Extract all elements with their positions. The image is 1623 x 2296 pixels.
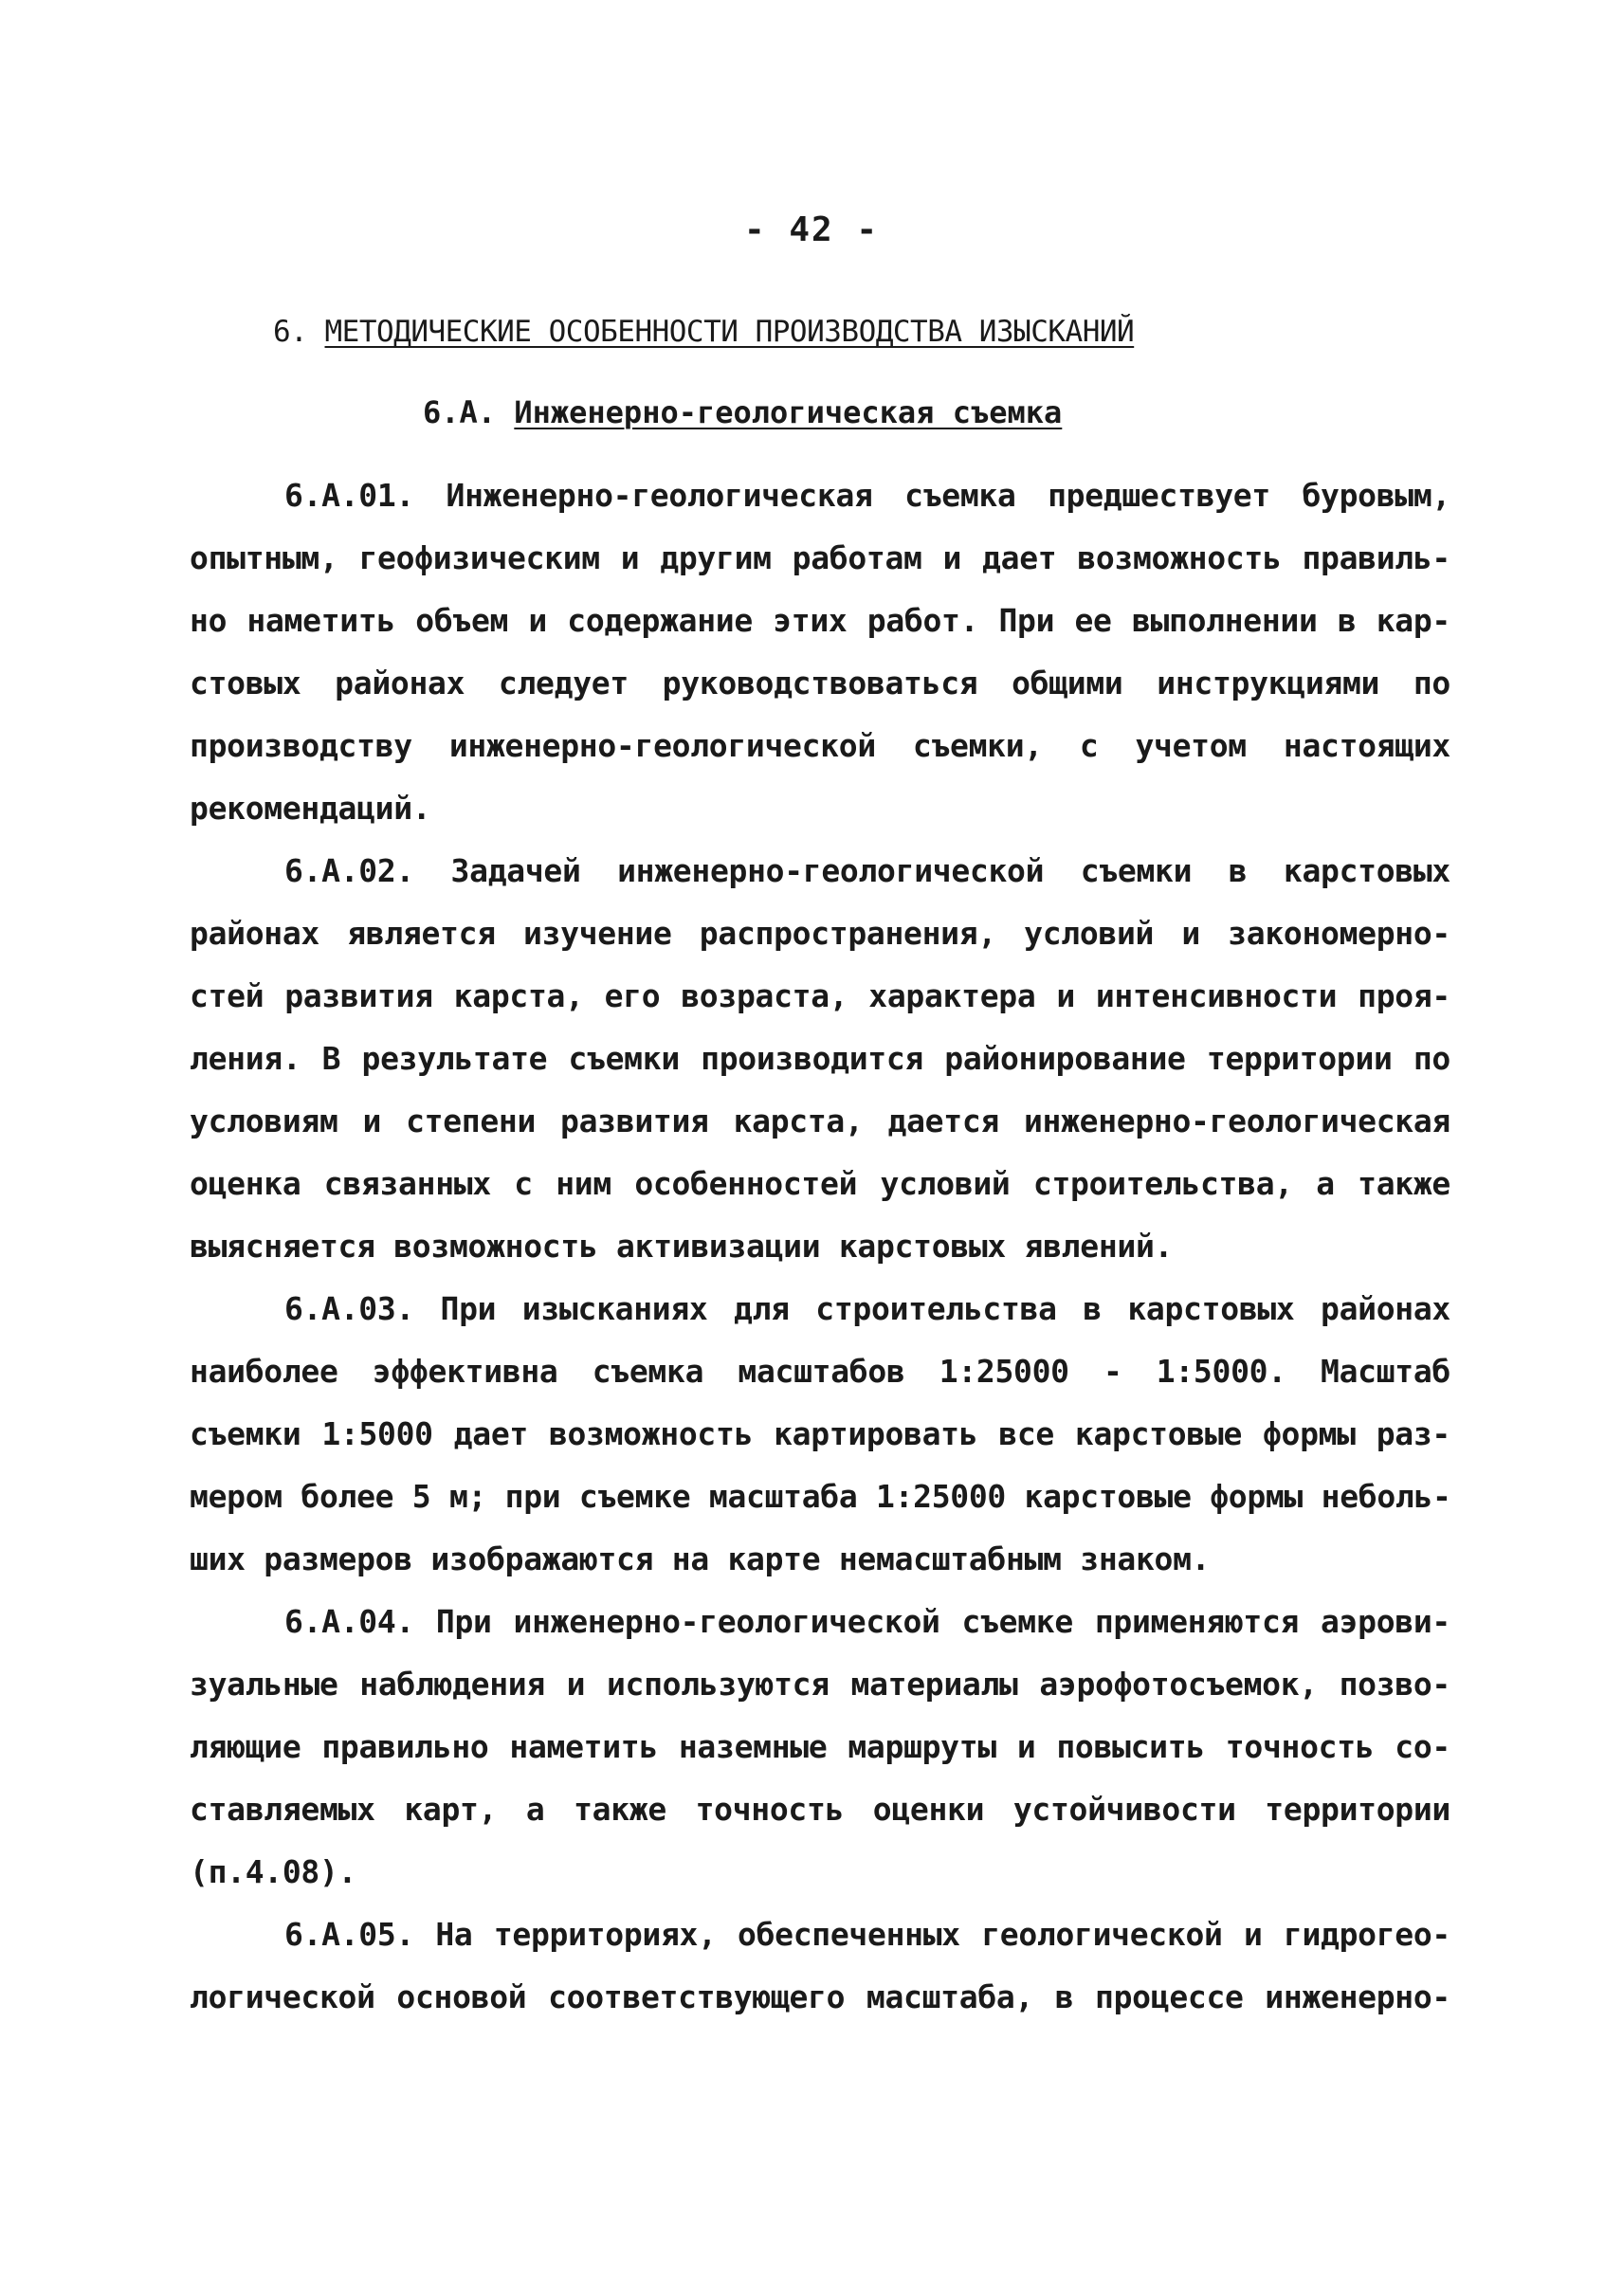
paragraph-6a03-line: 6.А.03. При изысканиях для строительства в карстовых районах xyxy=(284,1290,1450,1327)
paragraph-6a02-line: районах является изучение распространения, условий и закономерно- xyxy=(190,915,1450,952)
paragraph-6a02-line: оценка связанных с ним особенностей условий строительства, а также xyxy=(190,1165,1450,1202)
section-heading xyxy=(273,315,1240,349)
paragraph-6a01-line: рекомендаций. xyxy=(190,790,431,827)
paragraph-6a05-line: 6.А.05. На территориях, обеспеченных геологической и гидрогео- xyxy=(284,1916,1450,1953)
paragraph-6a03-line: мером более 5 м; при съемке масштаба 1:25000 карстовые формы неболь- xyxy=(190,1478,1451,1515)
page-number: - 42 - xyxy=(743,210,880,249)
body-text xyxy=(190,465,1450,2029)
paragraph-6a03-line: ших размеров изображаются на карте немасштабным знаком. xyxy=(190,1540,1211,1577)
paragraph-6a05-line: логической основой соответствующего масштаба, в процессе инженерно- xyxy=(190,1978,1450,2015)
subsection-number: 6.А. xyxy=(423,394,497,430)
paragraph-6a02-line: выясняется возможность активизации карстовых явлений. xyxy=(190,1228,1174,1265)
paragraph-6a02-line: стей развития карста, его возраста, характера и интенсивности проя- xyxy=(190,977,1450,1014)
paragraph-6a03-line: наиболее эффективна съемка масштабов 1:25000 - 1:5000. Масштаб xyxy=(190,1353,1450,1390)
paragraph-6a02-line: 6.А.02. Задачей инженерно-геологической съемки в карстовых xyxy=(284,852,1450,889)
subsection-heading xyxy=(423,394,1181,430)
section-title: МЕТОДИЧЕСКИЕ ОСОБЕННОСТИ ПРОИЗВОДСТВА ИЗЫСКАНИЙ xyxy=(324,315,1135,349)
paragraph-6a04-line: зуальные наблюдения и используются материалы аэрофотосъемок, позво- xyxy=(190,1666,1450,1703)
paragraph-6a04-line: (п.4.08). xyxy=(190,1853,357,1890)
paragraph-6a01-line: но наметить объем и содержание этих работ. При ее выполнении в кар- xyxy=(190,602,1450,639)
paragraph-6a04-line: 6.А.04. При инженерно-геологической съемке применяются аэрови- xyxy=(284,1603,1450,1640)
subsection-title: Инженерно-геологическая съемка xyxy=(514,394,1063,430)
paragraph-6a01-line: стовых районах следует руководствоваться общими инструкциями по xyxy=(190,665,1450,702)
section-number: 6. xyxy=(273,315,308,349)
paragraph-6a01-line: производству инженерно-геологической съемки, с учетом настоящих xyxy=(190,727,1450,764)
paragraph-6a04-line: ляющие правильно наметить наземные маршруты и повысить точность со- xyxy=(190,1728,1450,1765)
paragraph-6a01-line: опытным, геофизическим и другим работам и дает возможность правиль- xyxy=(190,539,1450,576)
paragraph-6a02-line: условиям и степени развития карста, дается инженерно-геологическая xyxy=(190,1102,1450,1139)
paragraph-6a03-line: съемки 1:5000 дает возможность картировать все карстовые формы раз- xyxy=(190,1415,1450,1452)
paragraph-6a04-line: ставляемых карт, а также точность оценки устойчивости территории xyxy=(190,1791,1450,1828)
paragraph-6a02-line: ления. В результате съемки производится районирование территории по xyxy=(190,1040,1450,1077)
paragraph-6a01-line: 6.А.01. Инженерно-геологическая съемка предшествует буровым, xyxy=(284,477,1450,514)
